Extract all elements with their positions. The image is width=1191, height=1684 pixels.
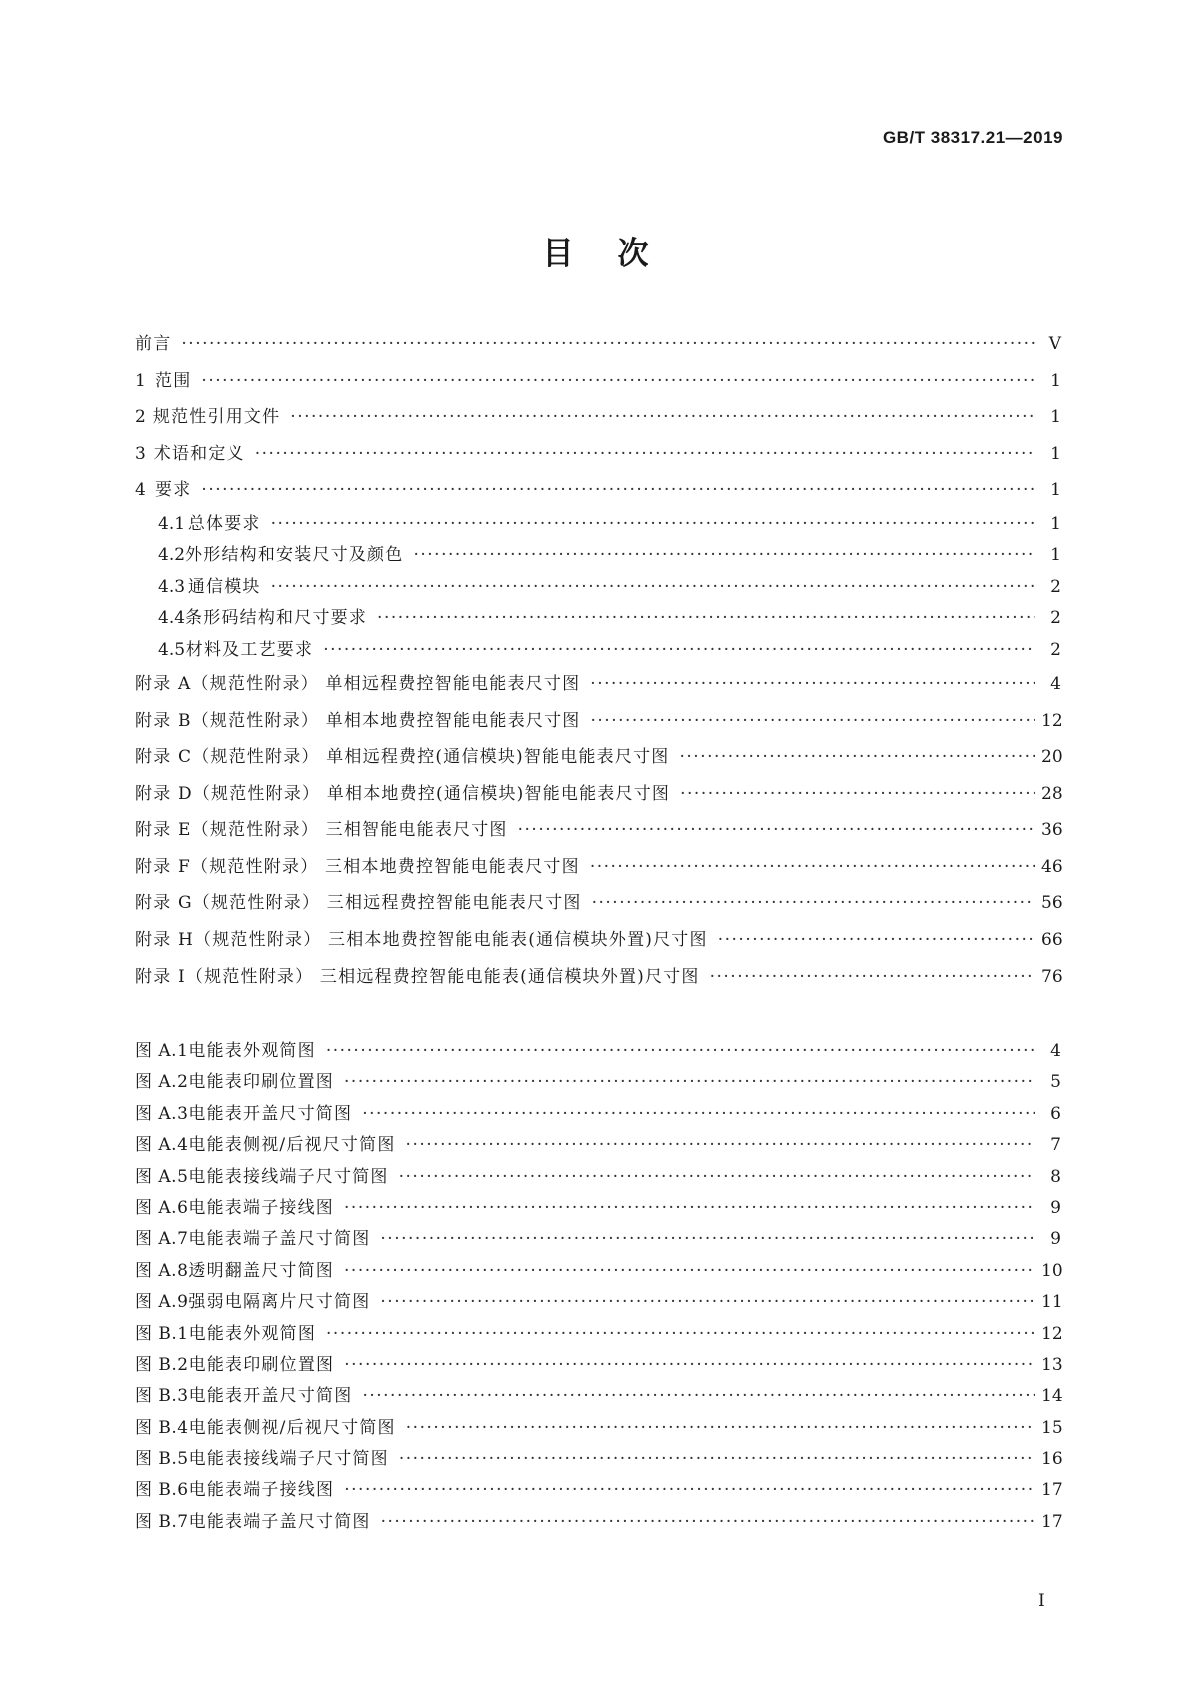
dot-leader	[271, 509, 1035, 540]
page-ref: 1	[1050, 370, 1061, 391]
page-ref: 13	[1041, 1354, 1063, 1375]
section-title: 规范性引用文件	[152, 407, 281, 428]
figure-title: 电能表外观简图	[188, 1041, 316, 1061]
page-ref: 4	[1050, 673, 1061, 694]
page-ref: 1	[1050, 513, 1061, 534]
page-ref: 28	[1041, 783, 1063, 804]
figure-number: 图 B.5	[135, 1449, 189, 1470]
dot-leader	[590, 849, 1035, 886]
figure-title: 电能表印刷位置图	[188, 1072, 335, 1093]
section-title: 外形结构和安装尺寸及颜色	[185, 545, 404, 566]
dot-leader	[380, 1224, 1035, 1255]
figure-title: 电能表外观简图	[188, 1323, 317, 1344]
toc-entry[interactable]	[135, 666, 1061, 703]
toc-entry[interactable]	[135, 572, 1061, 603]
page-ref: 2	[1050, 576, 1061, 597]
dot-leader	[406, 1130, 1035, 1161]
dot-leader	[326, 1319, 1035, 1350]
figure-entry[interactable]	[135, 1475, 1061, 1506]
toc-entry[interactable]	[135, 509, 1061, 540]
toc-entry[interactable]	[135, 922, 1061, 959]
page-ref: 14	[1041, 1386, 1063, 1407]
page-ref: 6	[1050, 1103, 1061, 1124]
page-ref: 7	[1050, 1135, 1061, 1156]
section-number: 4.2	[158, 545, 186, 566]
page-ref: 15	[1041, 1417, 1063, 1438]
dot-leader	[679, 739, 1035, 776]
dot-leader	[344, 1256, 1035, 1287]
dot-leader	[344, 1193, 1035, 1224]
figure-entry[interactable]	[135, 1224, 1061, 1255]
dot-leader	[399, 1162, 1035, 1193]
standard-code: GB/T 38317.21—2019	[882, 128, 1063, 147]
toc-entry[interactable]	[135, 885, 1061, 922]
section-number: 2	[135, 407, 146, 428]
figure-entry[interactable]	[135, 1287, 1061, 1318]
figure-entry[interactable]	[135, 1067, 1061, 1098]
page-title: 目次	[542, 236, 693, 272]
section-title: 附录 G（规范性附录） 三相远程费控智能电能表尺寸图	[135, 893, 582, 914]
section-title: 附录 E（规范性附录） 三相智能电能表尺寸图	[135, 820, 508, 841]
dot-leader	[592, 885, 1035, 922]
figure-entry[interactable]	[135, 1413, 1061, 1444]
page-ref: 5	[1050, 1072, 1061, 1093]
figure-number: 图 A.8	[135, 1260, 189, 1281]
figure-number: 图 A.9	[135, 1292, 189, 1313]
figure-title: 电能表印刷位置图	[188, 1354, 335, 1375]
dot-leader	[201, 363, 1035, 400]
section-number: 4.4	[158, 608, 186, 629]
section-number: 4	[135, 480, 146, 501]
dot-leader	[413, 540, 1035, 571]
toc-entry[interactable]	[135, 540, 1061, 571]
page-ref: 11	[1041, 1292, 1063, 1313]
section-title: 条形码结构和尺寸要求	[185, 608, 368, 629]
figure-title: 电能表开盖尺寸简图	[188, 1103, 353, 1124]
page-ref: 17	[1041, 1480, 1063, 1501]
page-ref: 2	[1050, 608, 1061, 629]
section-title: 附录 F（规范性附录） 三相本地费控智能电能表尺寸图	[135, 856, 580, 877]
dot-leader	[362, 1099, 1035, 1130]
toc-entry[interactable]	[135, 363, 1061, 400]
figure-title: 电能表端子接线图	[188, 1197, 335, 1218]
figure-number: 图 A.5	[135, 1166, 189, 1187]
toc-entry[interactable]	[135, 399, 1061, 436]
figure-title: 电能表端子盖尺寸简图	[188, 1229, 371, 1250]
toc-entry[interactable]	[135, 959, 1061, 996]
page-ref: 2	[1050, 639, 1061, 660]
dot-leader	[271, 572, 1035, 603]
dot-leader	[591, 703, 1036, 740]
page-ref: 12	[1041, 710, 1063, 731]
figure-number: 图 A.7	[135, 1229, 189, 1250]
page-ref: 56	[1041, 893, 1063, 914]
page-ref: V	[1048, 334, 1061, 354]
dot-leader	[590, 666, 1035, 703]
figure-title: 强弱电隔离片尺寸简图	[188, 1292, 371, 1313]
figure-title: 电能表端子盖尺寸简图	[188, 1511, 371, 1532]
dot-leader	[344, 1350, 1035, 1381]
page-ref: 10	[1041, 1260, 1063, 1281]
dot-leader	[406, 1413, 1035, 1444]
section-title: 通信模块	[187, 576, 261, 597]
figure-number: 图 A.3	[135, 1103, 189, 1124]
figure-entry[interactable]	[135, 1193, 1061, 1224]
dot-leader	[344, 1475, 1035, 1506]
page-ref: 1	[1050, 407, 1061, 428]
page-ref: 4	[1050, 1041, 1061, 1061]
page-ref: 9	[1050, 1229, 1061, 1250]
table-of-contents	[135, 326, 1061, 995]
figure-number: 图 B.4	[135, 1417, 189, 1438]
dot-leader	[380, 1287, 1035, 1318]
section-title: 附录 A（规范性附录） 单相远程费控智能电能表尺寸图	[135, 673, 581, 694]
figure-title: 电能表开盖尺寸简图	[188, 1386, 353, 1407]
dot-leader	[323, 635, 1035, 666]
figure-entry[interactable]	[135, 1162, 1061, 1193]
dot-leader	[680, 776, 1035, 813]
figure-number: 图 B.3	[135, 1386, 189, 1407]
dot-leader	[326, 1036, 1035, 1067]
figure-entry[interactable]	[135, 1130, 1061, 1161]
toc-entry[interactable]	[135, 739, 1061, 776]
figure-title: 电能表接线端子尺寸简图	[188, 1166, 389, 1187]
page-ref: 8	[1050, 1166, 1061, 1187]
section-title: 附录 I（规范性附录） 三相远程费控智能电能表(通信模块外置)尺寸图	[135, 966, 700, 987]
section-number: 3	[135, 443, 146, 464]
page-ref: 12	[1041, 1323, 1063, 1344]
dot-leader	[290, 399, 1035, 436]
figure-entry[interactable]	[135, 1319, 1061, 1350]
figure-list	[135, 1036, 1061, 1538]
dot-leader	[201, 472, 1035, 509]
figure-title: 电能表端子接线图	[188, 1480, 335, 1501]
figure-number: 图 B.6	[135, 1480, 189, 1501]
toc-entry[interactable]	[135, 812, 1061, 849]
figure-number: 图 A.2	[135, 1072, 189, 1093]
toc-entry[interactable]	[135, 849, 1061, 886]
figure-entry[interactable]	[135, 1036, 1061, 1067]
dot-leader	[344, 1067, 1035, 1098]
section-number: 1	[135, 370, 146, 391]
figure-number: 图 B.7	[135, 1511, 189, 1532]
dot-leader	[381, 1507, 1035, 1538]
section-title: 范围	[155, 370, 192, 391]
dot-leader	[718, 922, 1035, 959]
toc-entry[interactable]	[135, 603, 1061, 634]
page-ref: 76	[1041, 966, 1063, 987]
figure-title: 透明翻盖尺寸简图	[188, 1260, 335, 1281]
figure-entry[interactable]	[135, 1099, 1061, 1130]
dot-leader	[377, 603, 1035, 634]
figure-number: 图 B.1	[135, 1323, 189, 1344]
figure-title: 电能表接线端子尺寸简图	[188, 1449, 389, 1470]
toc-entry[interactable]	[135, 635, 1061, 666]
dot-leader	[181, 326, 1035, 363]
page-ref: 1	[1050, 545, 1061, 566]
dot-leader	[255, 436, 1035, 473]
section-title: 前言	[135, 334, 172, 354]
dot-leader	[710, 959, 1035, 996]
section-title: 附录 C（规范性附录） 单相远程费控(通信模块)智能电能表尺寸图	[135, 747, 670, 768]
figure-entry[interactable]	[135, 1350, 1061, 1381]
dot-leader	[518, 812, 1035, 849]
section-number: 4.3	[158, 576, 186, 597]
toc-entry[interactable]	[135, 472, 1061, 509]
dot-leader	[399, 1444, 1035, 1475]
figure-title: 电能表侧视/后视尺寸简图	[188, 1135, 396, 1156]
section-number: 4.5	[158, 639, 186, 660]
section-number: 4.1	[158, 513, 186, 534]
page-ref: 20	[1041, 747, 1063, 768]
section-title: 附录 D（规范性附录） 单相本地费控(通信模块)智能电能表尺寸图	[135, 783, 671, 804]
figure-entry[interactable]	[135, 1444, 1061, 1475]
section-title: 术语和定义	[153, 443, 245, 464]
figure-entry[interactable]	[135, 1256, 1061, 1287]
figure-entry[interactable]	[135, 1507, 1061, 1538]
figure-number: 图 A.4	[135, 1135, 189, 1156]
figure-number: 图 A.6	[135, 1197, 189, 1218]
figure-number: 图 A.1	[135, 1041, 189, 1061]
figure-number: 图 B.2	[135, 1354, 189, 1375]
section-title: 要求	[155, 480, 192, 501]
page-ref: 1	[1050, 480, 1061, 501]
section-title: 附录 H（规范性附录） 三相本地费控智能电能表(通信模块外置)尺寸图	[135, 930, 708, 951]
toc-entry[interactable]	[135, 436, 1061, 473]
page-ref: 9	[1050, 1197, 1061, 1218]
section-title: 附录 B（规范性附录） 单相本地费控智能电能表尺寸图	[135, 710, 581, 731]
page-ref: 66	[1041, 930, 1063, 951]
figure-title: 电能表侧视/后视尺寸简图	[188, 1417, 396, 1438]
page-ref: 46	[1041, 856, 1063, 877]
page-number: I	[1038, 1591, 1045, 1611]
page-ref: 17	[1041, 1511, 1063, 1532]
page-ref: 1	[1050, 443, 1061, 464]
toc-entry[interactable]	[135, 703, 1061, 740]
page-ref: 16	[1041, 1449, 1063, 1470]
page-ref: 36	[1041, 820, 1063, 841]
toc-entry[interactable]	[135, 776, 1061, 813]
toc-entry[interactable]	[135, 326, 1061, 363]
figure-entry[interactable]	[135, 1381, 1061, 1412]
dot-leader	[362, 1381, 1035, 1412]
section-title: 总体要求	[187, 513, 261, 534]
section-title: 材料及工艺要求	[185, 639, 314, 660]
